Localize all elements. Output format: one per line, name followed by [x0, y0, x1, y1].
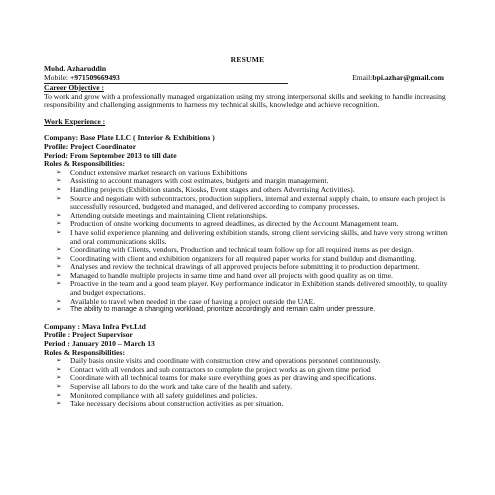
candidate-name: Mohd. Azharuddin [44, 64, 107, 73]
email-info [352, 73, 444, 82]
arrow-bullet-icon: ➢ [56, 400, 62, 408]
list-item: ➢ Daily basis onsite visits and coordinate with construction crew and operations personnel continuously. [56, 356, 381, 366]
job-company: Company: Base Plate LLC ( Interior & Exhibitions ) [44, 133, 215, 143]
list-item: ➢ Proactive in the team and a good team player. Key performance indicator in Exhibition stands delivered smoothly, to quality and budget expectations. [56, 279, 448, 298]
arrow-bullet-icon: ➢ [56, 211, 62, 219]
list-item: ➢ Handling projects (Exhibition stands, Kiosks, Event stages and others Advertising Activities). [56, 184, 355, 194]
list-item: ➢ Production of onsite working documents to agreed deadlines, as directed by the Account Management team. [56, 219, 399, 229]
resume-title: RESUME [230, 55, 265, 64]
list-item: ➢ Coordinate with all technical teams for make sure everything goes as per drawing and specifications. [56, 373, 377, 383]
resume-body [44, 84, 456, 409]
arrow-bullet-icon: ➢ [56, 220, 62, 228]
list-item: ➢ The ability to manage a changing workload, prioritize accordingly and remain calm under pressure. [56, 306, 376, 314]
list-item: ➢ Analyses and review the technical drawings of all approved projects before submitting it to production department. [56, 262, 420, 272]
arrow-bullet-icon: ➢ [56, 254, 62, 262]
job-responsibilities-list [44, 357, 456, 409]
list-item: ➢ Conduct extensive market research on various Exhibitions [56, 167, 248, 177]
arrow-bullet-icon: ➢ [56, 280, 62, 288]
job-entry-1 [44, 134, 456, 314]
arrow-bullet-icon: ➢ [56, 391, 62, 399]
job-profile: Profile : Project Supervisor [44, 330, 133, 340]
arrow-bullet-icon: ➢ [56, 306, 62, 314]
arrow-bullet-icon: ➢ [56, 177, 62, 185]
list-item: ➢ Attending outside meetings and maintaining Client relationships. [56, 210, 268, 220]
list-item: ➢ Coordinating with client and exhibition organizers for all required paper works for stand buildup and dismantling. [56, 253, 417, 263]
arrow-bullet-icon: ➢ [56, 246, 62, 254]
arrow-bullet-icon: ➢ [56, 185, 62, 193]
list-item: ➢ Monitored compliance with all safety guidelines and policies. [56, 390, 258, 400]
list-item: ➢ Take necessary decisions about construction activities as per situation. [56, 399, 284, 409]
arrow-bullet-icon: ➢ [56, 297, 62, 305]
list-item: ➢ Assisting to account managers with cost estimates, budgets and margin management. [56, 176, 329, 186]
arrow-bullet-icon: ➢ [56, 194, 62, 202]
mobile-label: Mobile: [44, 73, 70, 82]
arrow-bullet-icon: ➢ [56, 365, 62, 373]
arrow-bullet-icon: ➢ [56, 374, 62, 382]
experience-heading: Work Experience : [44, 116, 106, 126]
arrow-bullet-icon: ➢ [56, 271, 62, 279]
job-roles-heading: Roles & Responsibilities: [44, 347, 126, 357]
job-entry-2 [44, 323, 456, 409]
arrow-bullet-icon: ➢ [56, 263, 62, 271]
job-responsibilities-list [44, 169, 456, 315]
job-period: Period: From September 2013 to till date [44, 150, 177, 160]
list-item: ➢ Managed to handle multiple projects in same time and hand over all projects with good quality as on time. [56, 270, 393, 280]
email-address: bpi.azhar@gmail.com [372, 73, 444, 82]
objective-heading: Career Objective : [44, 83, 105, 92]
list-item: ➢ I have solid experience planning and delivering exhibition stands, strong client servicing skills, and have very strong written and oral communications skills. [56, 227, 448, 246]
contact-line [44, 73, 444, 82]
list-item: ➢ Coordinating with Clients, vendors, Production and technical team follow up for all required items as per design. [56, 245, 414, 255]
job-roles-heading: Roles & Responsibilities: [44, 159, 126, 169]
mobile-info [44, 73, 120, 82]
list-item: ➢ Source and negotiate with subcontractors, production suppliers, internal and external supply chain, to ensure each project is successfully resourced, budgeted and managed, and delivered according to company processes. [56, 193, 446, 212]
list-item: ➢ Supervise all labors to do the work and take care of the health and safety. [56, 382, 292, 391]
arrow-bullet-icon: ➢ [56, 168, 62, 176]
arrow-bullet-icon: ➢ [56, 357, 62, 365]
list-item: ➢ Contact with all vendors and sub contractors to complete the project works as on given time period [56, 364, 371, 374]
list-item: ➢ Available to travel when needed in the case of having a project outside the UAE. [56, 296, 316, 306]
objective-text: To work and grow with a professionally managed organization using my strong interpersonal skills and seeking to handle increasing responsibility and challenging assignments to harness my technical skills, knowledge and achieve recognition. [44, 91, 446, 110]
mobile-number: +971509669493 [69, 73, 120, 82]
job-profile: Profile: Project Coordinator [44, 141, 137, 151]
arrow-bullet-icon: ➢ [56, 383, 62, 390]
email-label: Email: [352, 73, 373, 82]
job-company: Company : Mava Infra Pvt.Ltd [44, 321, 146, 331]
job-period: Period : January 2010 – March 13 [44, 339, 155, 349]
arrow-bullet-icon: ➢ [56, 228, 62, 236]
